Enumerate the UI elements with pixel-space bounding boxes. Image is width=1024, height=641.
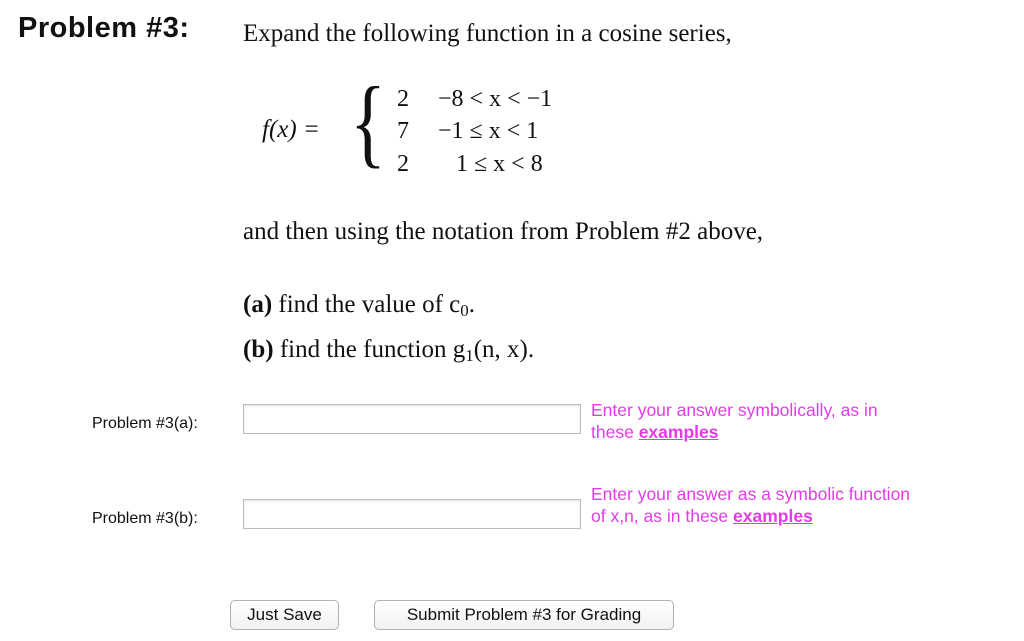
part-b-tail: (n, x).	[473, 336, 535, 363]
part-a-label: (a)	[243, 291, 273, 318]
case-value-1: 2	[397, 86, 409, 112]
problem-title: Problem #3:	[18, 12, 190, 44]
part-b-sub: 1	[465, 346, 474, 365]
submit-grading-button[interactable]: Submit Problem #3 for Grading	[374, 600, 674, 630]
answer-a-hint	[591, 399, 901, 443]
case-condition-2: −1 ≤ x < 1	[438, 118, 539, 144]
answer-b-input[interactable]	[243, 499, 581, 529]
function-label-text: f(x) =	[262, 116, 320, 143]
left-brace-icon: {	[350, 66, 386, 177]
answer-b-hint-text: Enter your answer as a symbolic function of x,n, as in these	[591, 484, 911, 526]
part-b	[243, 336, 534, 366]
part-a	[243, 291, 475, 321]
case-value-3: 2	[397, 151, 409, 177]
then-text: and then using the notation from Problem #2 above,	[243, 218, 764, 245]
case-condition-1: −8 < x < −1	[438, 86, 553, 112]
problem-intro: Expand the following function in a cosine series,	[243, 20, 732, 47]
part-b-text: find the function g	[279, 336, 466, 363]
just-save-button[interactable]: Just Save	[230, 600, 339, 630]
part-a-text: find the value of c	[278, 291, 461, 318]
answer-a-hint-text: Enter your answer symbolically, as in these	[591, 400, 878, 442]
case-value-2: 7	[397, 118, 409, 144]
answer-a-examples-link[interactable]: examples	[638, 422, 719, 442]
case-condition-3: 1 ≤ x < 8	[456, 151, 543, 177]
part-a-tail: .	[468, 291, 476, 318]
answer-b-examples-link[interactable]: examples	[733, 506, 813, 526]
answer-a-input[interactable]	[243, 404, 581, 434]
part-b-label: (b)	[243, 336, 274, 363]
answer-b-label: Problem #3(b):	[92, 510, 198, 527]
answer-b-hint	[591, 483, 911, 527]
answer-a-label: Problem #3(a):	[92, 415, 198, 432]
function-label	[262, 116, 320, 144]
part-a-sub: 0	[460, 301, 469, 320]
